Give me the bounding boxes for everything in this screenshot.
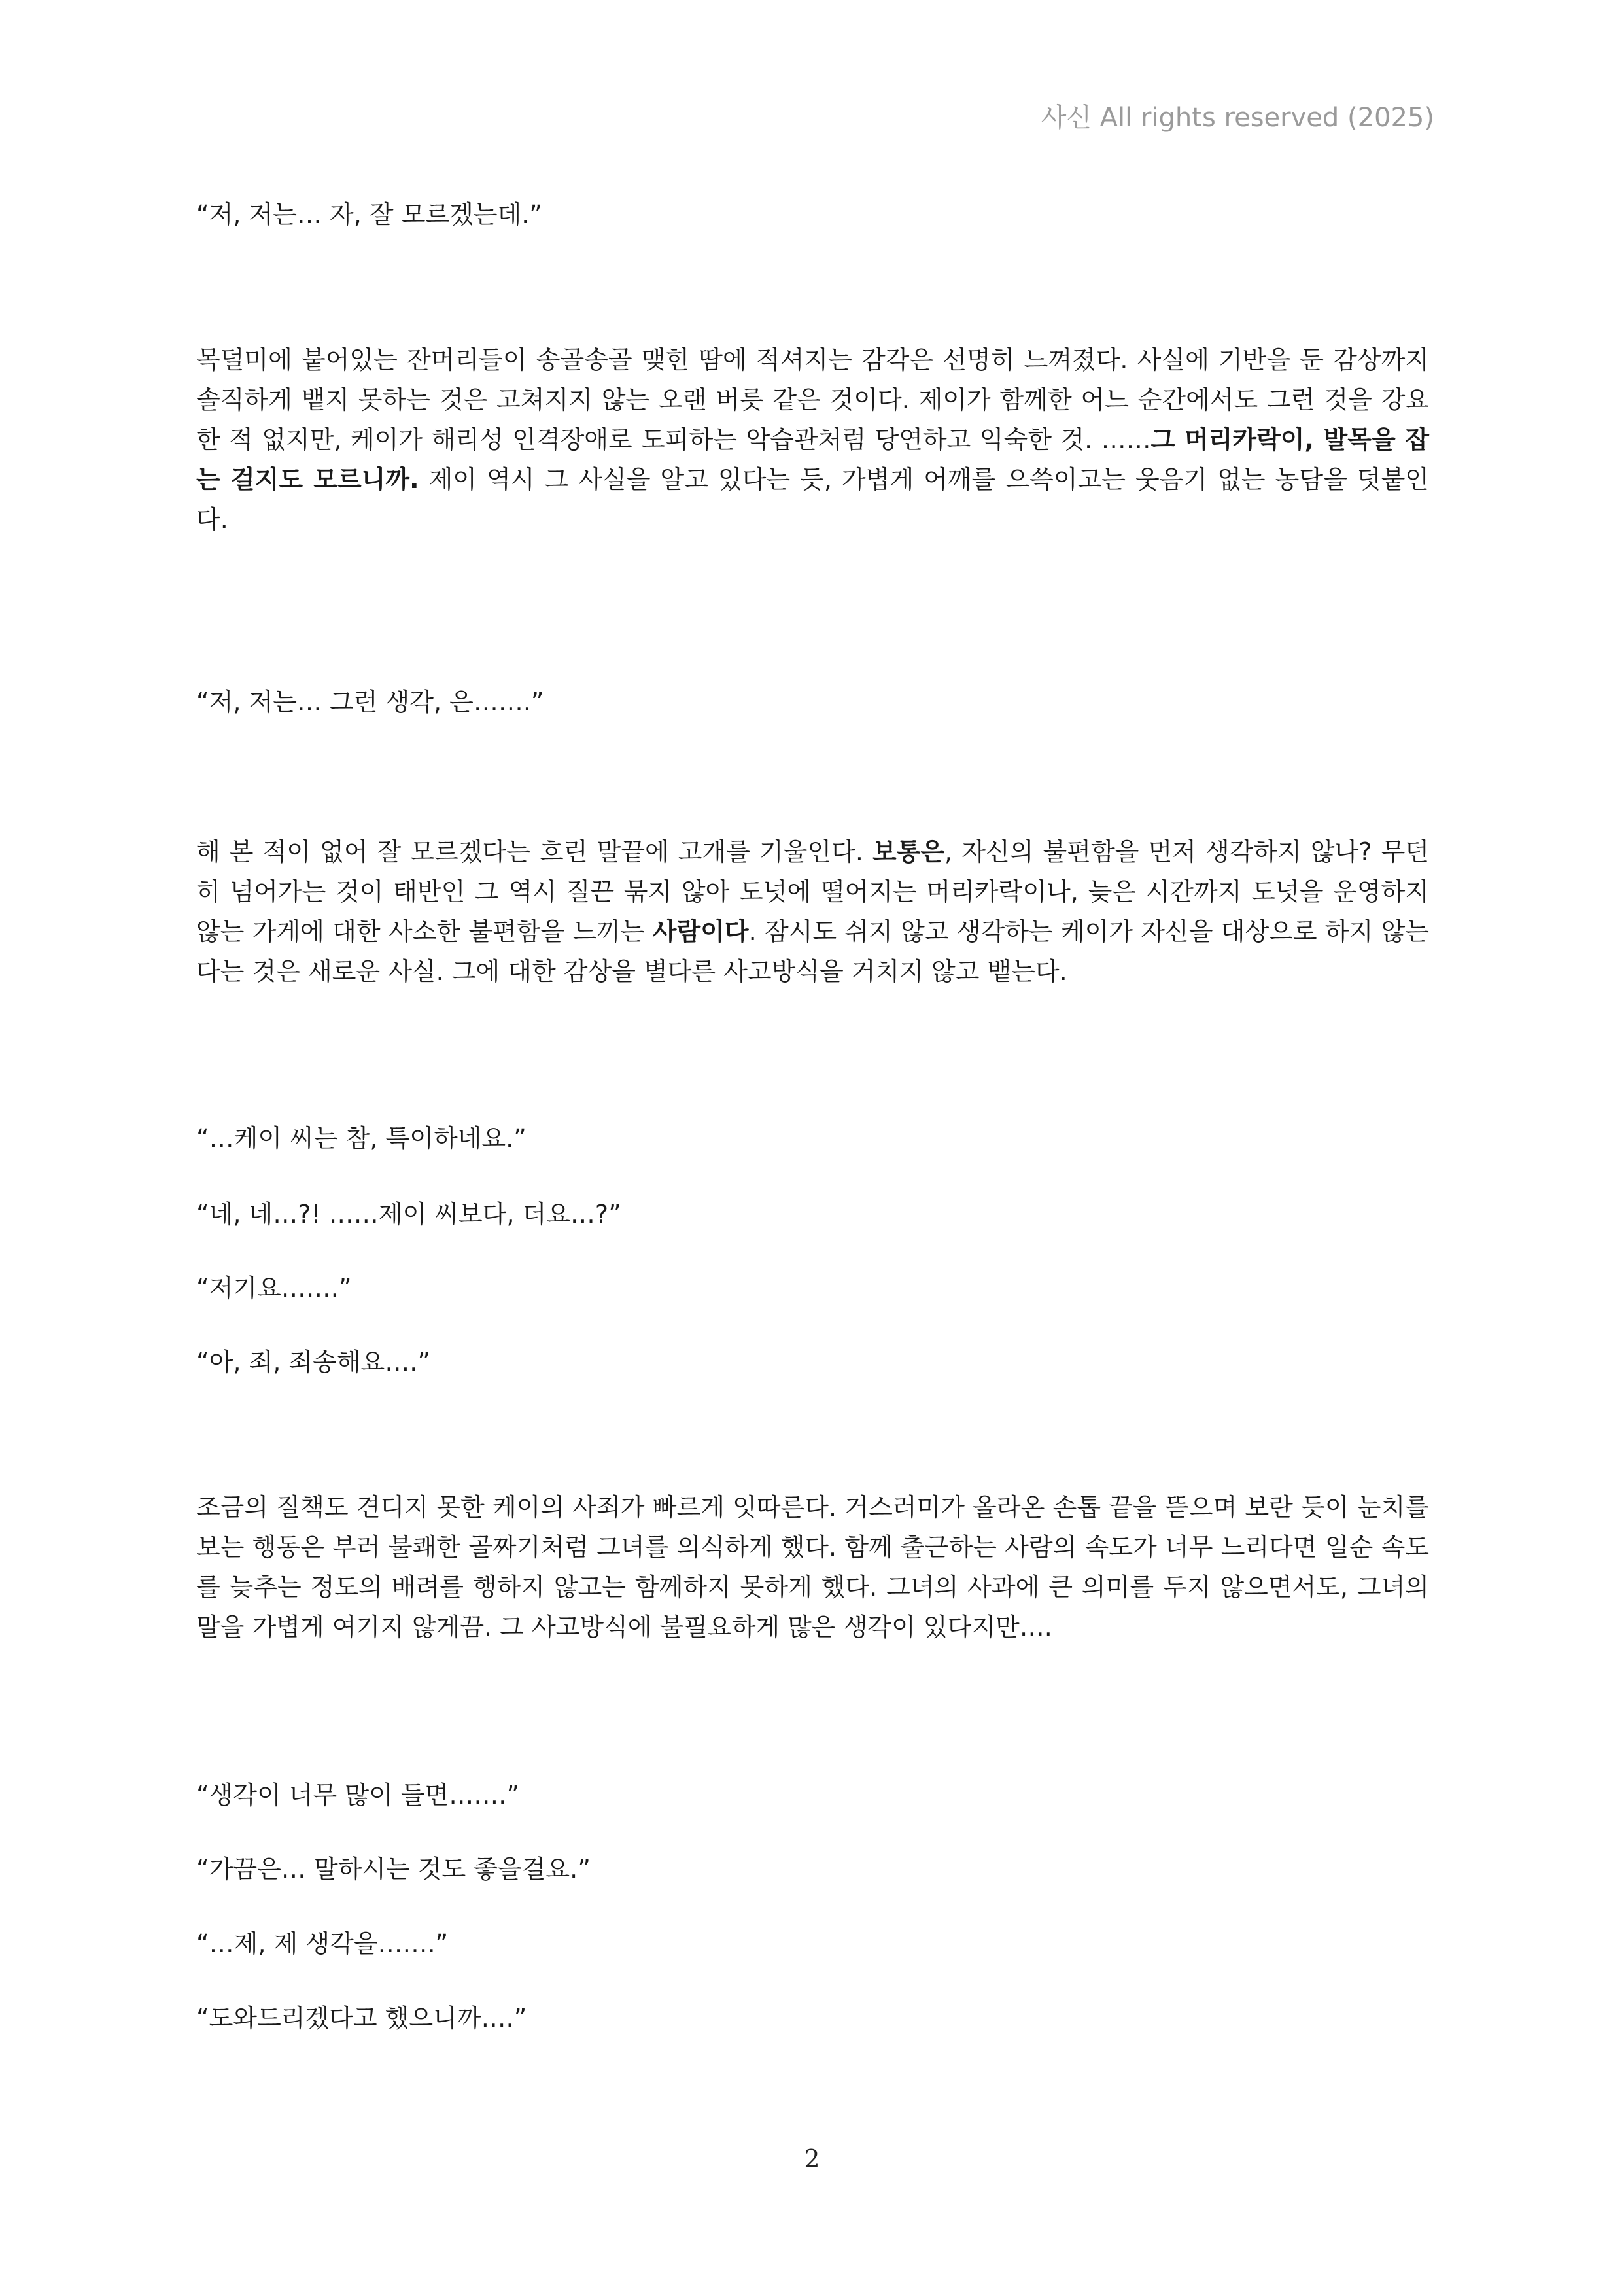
dialogue-line: “아, 죄, 죄송해요….” bbox=[196, 1348, 431, 1376]
dialogue-line: “가끔은… 말하시는 것도 좋을걸요.” bbox=[196, 1855, 591, 1883]
paragraph-text: 해 본 적이 없어 잘 모르겠다는 흐린 말끝에 고개를 기울인다. bbox=[196, 837, 873, 866]
paragraph bbox=[196, 1488, 1429, 1647]
paragraph bbox=[196, 832, 1429, 992]
paragraph bbox=[196, 340, 1429, 540]
dialogue-line: “…케이 씨는 참, 특이하네요.” bbox=[196, 1124, 527, 1153]
page-number: 2 bbox=[804, 2145, 820, 2173]
paragraph-text: 목덜미에 붙어있는 잔머리들이 송골송골 맺힌 땀에 적셔지는 감각은 선명히 느껴졌다. 사실에 기반을 둔 감상까지 솔직하게 뱉지 못하는 것은 고쳐지지 않는 오랜 버릇 같은 것이다. 제이가 함께한 어느 순간에서도 그런 것을 강요한 적 없지만, 케이가 해리성 인격장애로 도피하는 악습관처럼 당연하고 익숙한 것. …… bbox=[196, 345, 1429, 454]
dialogue-line: “네, 네…?! ……제이 씨보다, 더요…?” bbox=[196, 1200, 621, 1229]
paragraph-text: , 자신의 불편함을 먼저 생각하지 않나? 무던히 넘어가는 것이 태반인 그 역시 질끈 묶지 않아 도넛에 떨어지는 머리카락이나, 늦은 시간까지 도넛을 운영하지 않는 가게에 대한 사소한 불편함을 느끼는 bbox=[196, 837, 1429, 946]
emphasis-text: 사람이다 bbox=[652, 917, 749, 946]
emphasis-text: 그 머리카락이, 발목을 잡는 걸지도 모르니까. bbox=[196, 425, 1429, 494]
dialogue-line: “저, 저는… 그런 생각, 은…….” bbox=[196, 688, 544, 716]
dialogue-line: “도와드리겠다고 했으니까….” bbox=[196, 2004, 527, 2033]
dialogue-line: “생각이 너무 많이 들면…….” bbox=[196, 1781, 520, 1810]
dialogue-line: “…제, 제 생각을…….” bbox=[196, 1929, 449, 1958]
dialogue-line: “저, 저는… 자, 잘 모르겠는데.” bbox=[196, 200, 543, 229]
emphasis-text: 보통은 bbox=[872, 837, 945, 866]
copyright-header: 사신 All rights reserved (2025) bbox=[1041, 103, 1434, 133]
paragraph-text: 조금의 질책도 견디지 못한 케이의 사죄가 빠르게 잇따른다. 거스러미가 올라온 손톱 끝을 뜯으며 보란 듯이 눈치를 보는 행동은 부러 불쾌한 골짜기처럼 그녀를 의식하게 했다. 함께 출근하는 사람의 속도가 너무 느리다면 일순 속도를 늦추는 정도의 배려를 행하지 않고는 함께하지 못하게 했다. 그녀의 사과에 큰 의미를 두지 않으면서도, 그녀의 말을 가볍게 여기지 않게끔. 그 사고방식에 불필요하게 많은 생각이 있다지만…. bbox=[196, 1493, 1429, 1641]
paragraph-text: 제이 역시 그 사실을 알고 있다는 듯, 가볍게 어깨를 으쓱이고는 웃음기 없는 농담을 덧붙인다. bbox=[196, 465, 1429, 534]
paragraph-text: . 잠시도 쉬지 않고 생각하는 케이가 자신을 대상으로 하지 않는다는 것은 새로운 사실. 그에 대한 감상을 별다른 사고방식을 거치지 않고 뱉는다. bbox=[196, 917, 1430, 986]
dialogue-line: “저기요…….” bbox=[196, 1274, 352, 1303]
